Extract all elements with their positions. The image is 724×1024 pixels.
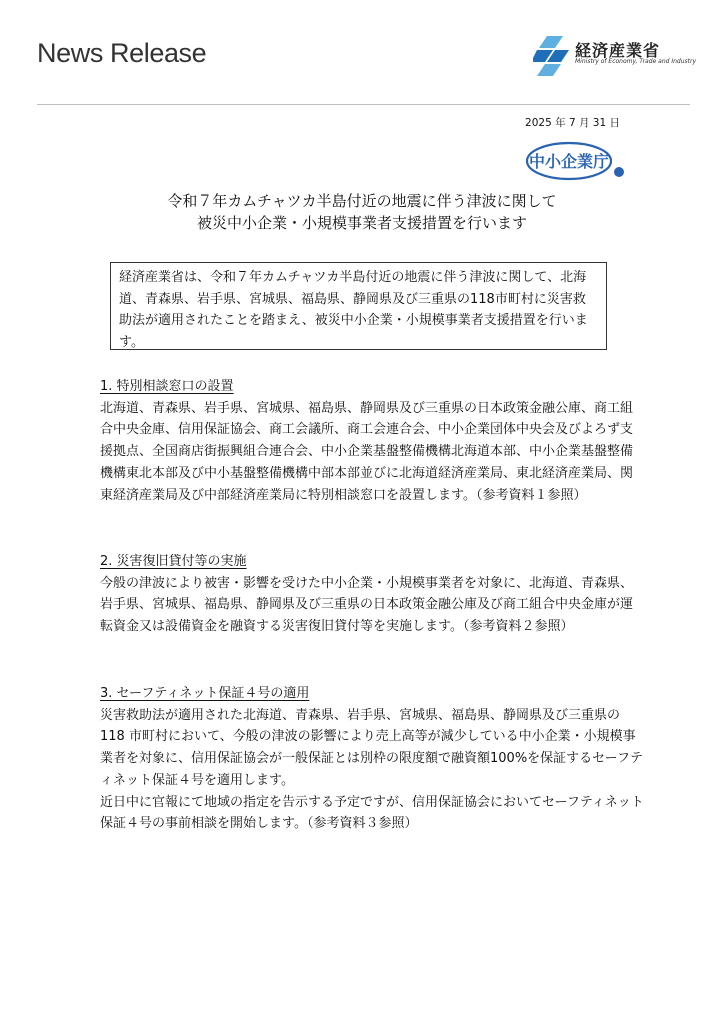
section-heading: 1. 特別相談窓口の設置	[100, 379, 234, 394]
summary-text: 経済産業省は、令和７年カムチャツカ半島付近の地震に伴う津波に関して、北海道、青森県、岩手県、宮城県、福島県、静岡県及び三重県の118市町村に災害救助法が適用されたことを踏まえ、被災中小企業・小規模事業者支援措置を行います。	[119, 270, 588, 350]
section-safety-net-guarantee	[100, 683, 645, 835]
section-body-2: 近日中に官報にて地域の指定を告示する予定ですが、信用保証協会においてセーフティネット保証４号の事前相談を開始します。（参考資料３参照）	[100, 794, 644, 832]
release-title	[0, 190, 724, 234]
title-line-2: 被災中小企業・小規模事業者支援措置を行います	[196, 214, 527, 232]
header-divider	[37, 104, 690, 105]
section-disaster-loans	[100, 551, 645, 638]
ministry-english-name: Ministry of Economy, Trade and Industry	[575, 58, 697, 65]
title-line-1: 令和７年カムチャツカ半島付近の地震に伴う津波に関して	[167, 192, 557, 210]
meti-logo-icon	[533, 34, 571, 76]
summary-box	[110, 262, 607, 350]
section-body: 災害救助法が適用された北海道、青森県、岩手県、宮城県、福島県、静岡県及び三重県の 118 市町村において、今般の津波の影響により売上高等が減少している中小企業・小規模事業者を対象に、信用保証協会が一般保証とは別枠の限度額で融資額100%を保証するセーフティネット保証４号を適用します。	[100, 707, 643, 788]
ministry-logo	[533, 34, 703, 76]
release-date: 2025 年 7 月 31 日	[525, 117, 620, 129]
sme-agency-logo-icon	[525, 140, 627, 182]
section-heading: 3. セーフティネット保証４号の適用	[100, 686, 310, 701]
news-release-title: News Release	[37, 38, 207, 68]
section-special-consultation	[100, 376, 645, 506]
section-heading: 2. 災害復旧貸付等の実施	[100, 554, 247, 569]
ministry-name: 経済産業省	[575, 41, 661, 60]
section-body: 北海道、青森県、岩手県、宮城県、福島県、静岡県及び三重県の日本政策金融公庫、商工組合中央金庫、信用保証協会、商工会議所、商工会連合会、中小企業団体中央会及びよろず支援拠点、全国商店街振興組合連合会、中小企業基盤整備機構北海道本部、中小企業基盤整備機構東北本部及び中小基盤整備機構中部本部並びに北海道経済産業局、東北経済産業局、関東経済産業局及び中部経済産業局に特別相談窓口を設置します。（参考資料１参照）	[100, 400, 634, 503]
agency-stamp-text: 中小企業庁	[528, 152, 610, 171]
sme-agency-stamp	[525, 140, 627, 182]
section-body: 今般の津波により被害・影響を受けた中小企業・小規模事業者を対象に、北海道、青森県、岩手県、宮城県、福島県、静岡県及び三重県の日本政策金融公庫及び商工組合中央金庫が運転資金又は設備資金を融資する災害復旧貸付等を実施します。（参考資料２参照）	[100, 575, 634, 635]
